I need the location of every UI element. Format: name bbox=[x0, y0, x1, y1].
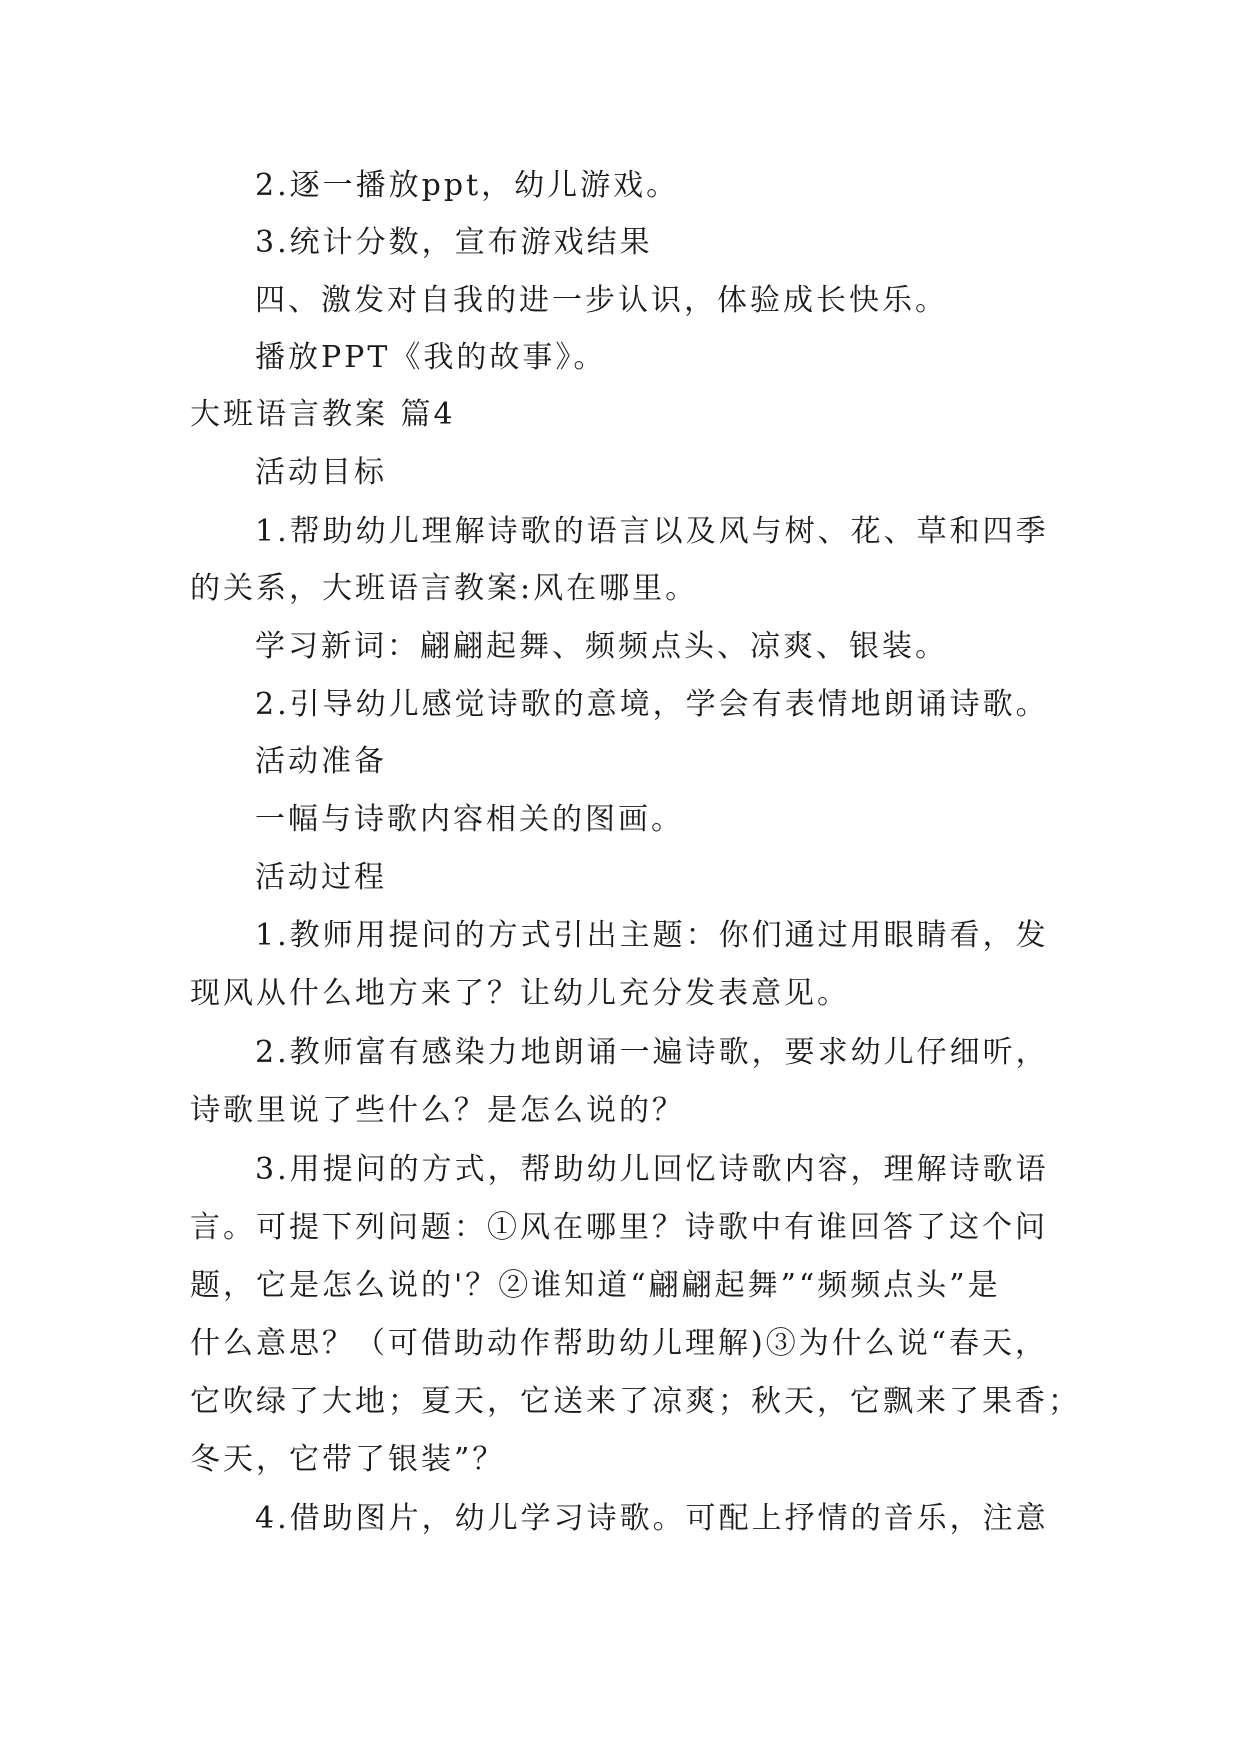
paragraph-line: 什么意思？（可借助动作帮助幼儿理解)③为什么说“春天， bbox=[190, 1326, 1049, 1361]
subheading-goals: 活动目标 bbox=[255, 455, 387, 490]
paragraph-line: 2.教师富有感染力地朗诵一遍诗歌，要求幼儿仔细听， bbox=[255, 1035, 1049, 1070]
paragraph-line: 3.统计分数，宣布游戏结果 bbox=[255, 225, 653, 260]
paragraph-line: 诗歌里说了些什么？是怎么说的？ bbox=[190, 1093, 685, 1128]
paragraph-line: 3.用提问的方式，帮助幼儿回忆诗歌内容，理解诗歌语 bbox=[255, 1152, 1049, 1187]
paragraph-line: 它吹绿了大地；夏天，它送来了凉爽；秋天，它飘来了果香； bbox=[190, 1384, 1081, 1419]
paragraph-line: 题，它是怎么说的'？②谁知道“翩翩起舞”“频频点头”是 bbox=[190, 1268, 1001, 1303]
paragraph-line: 1.教师用提问的方式引出主题：你们通过用眼睛看，发 bbox=[255, 918, 1049, 953]
paragraph-line: 的关系，大班语言教案:风在哪里。 bbox=[190, 571, 699, 606]
paragraph-line: 学习新词：翩翩起舞、频频点头、凉爽、银装。 bbox=[255, 629, 948, 664]
paragraph-line: 四、激发对自我的进一步认识，体验成长快乐。 bbox=[255, 283, 948, 318]
paragraph-line: 1.帮助幼儿理解诗歌的语言以及风与树、花、草和四季 bbox=[255, 514, 1049, 549]
paragraph-line: 4.借助图片，幼儿学习诗歌。可配上抒情的音乐，注意 bbox=[255, 1501, 1049, 1536]
paragraph-line: 言。可提下列问题：①风在哪里？诗歌中有谁回答了这个问 bbox=[190, 1210, 1048, 1245]
paragraph-line: 2.引导幼儿感觉诗歌的意境，学会有表情地朗诵诗歌。 bbox=[255, 687, 1049, 722]
subheading-process: 活动过程 bbox=[255, 860, 387, 895]
paragraph-line: 播放PPT《我的故事》。 bbox=[255, 340, 607, 375]
paragraph-line: 一幅与诗歌内容相关的图画。 bbox=[255, 802, 684, 837]
subheading-preparation: 活动准备 bbox=[255, 744, 387, 779]
paragraph-line: 2.逐一播放ppt，幼儿游戏。 bbox=[255, 168, 680, 203]
paragraph-line: 冬天，它带了银装”？ bbox=[190, 1442, 506, 1477]
paragraph-line: 现风从什么地方来了？让幼儿充分发表意见。 bbox=[190, 976, 850, 1011]
section-heading: 大班语言教案 篇4 bbox=[190, 397, 456, 432]
